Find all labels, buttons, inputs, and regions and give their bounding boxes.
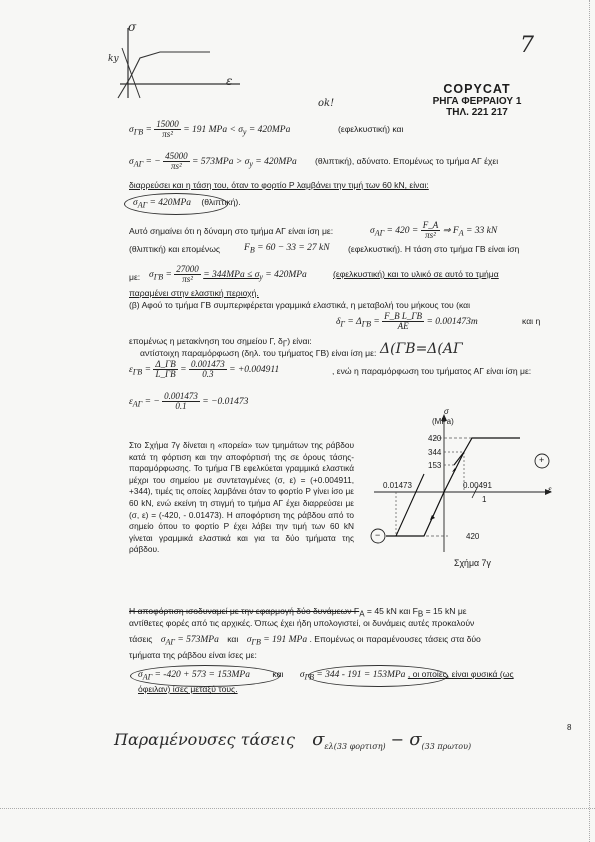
hand-delta-note: Δ(ΓΒ=Δ(ΑΓ [380,341,463,357]
line-b: (β) Αφού το τμήμα ΓΒ συμπεριφέρεται γραμμικά ελαστικά, η μεταβολή του μήκους του (και [129,300,471,310]
equation-10: $\sigma_{A\Gamma} = -420 + 573 = 153MPa$ και $\sigma_{\Gamma B} = 344 - 191 = 153MPa$ , οι οποίες, είναι φυσικά (ως [138,669,514,682]
fig-yunit: (MPa) [432,417,454,426]
scan-edge-right [589,0,591,842]
equation-3: $\sigma_{A\Gamma} = 420$ = $\frac{F\_A}{\text{πs²}}$ ⇒ $F_A = 33$ kN [370,220,498,240]
fig-label-one: 1 [482,495,487,504]
hand-sigma: σ [128,20,137,34]
hand-ky: ky [108,54,119,64]
sketch-line [122,48,140,98]
fig-label-153: 153 [428,461,442,470]
hand-ok: ok! [318,98,335,109]
line-diarreusei: διαρρεύσει και η τάση του, όταν το φορτίο P λαμβάνει την τιμή των 60 kN, είναι: [129,180,429,190]
hand-bottom-note: Παραμένουσες τάσεις $\sigma_{\varepsilon\lambda(33 \varphi o\rho\tau\iota\sigma\eta)} - \sigma_{(33 \pi\rho\omega\tau o\upsilon)}$ [114,729,472,752]
para-apoforti-2: αντίθετες φορές από τις αρχικές. Όπως έχει ήδη υπολογιστεί, οι δυνάμεις αυτές προκαλούν [129,618,475,628]
hand-epsilon: ε [226,74,233,88]
page-number: 8 [567,723,572,732]
fig-compression-path [386,492,444,536]
line-metakinisi: επομένως η μετακίνηση του σημείου Γ, $\delta_\Gamma$) είναι: [129,336,312,349]
equation-9: τάσεις $\sigma_{A\Gamma} = 573MPa$ και $\sigma_{\Gamma B} = 191$ MPa . Επομένως οι παραμένουσες τάσεις στα δύο [129,634,481,647]
copycat-stamp [412,82,542,118]
equation-7: $\varepsilon_{\Gamma B}$ = $\frac{\Delta\_\Gamma B}{L\_\Gamma B}$ = $\frac{0.001473}{0.3}$ = +0.004911 [129,359,280,379]
eq2-note: (θλιπτική), αδύνατο. Επομένως το τμήμα ΑΓ έχει [315,156,499,166]
fig-label-344: 344 [428,448,442,457]
fig-label-420: 420 [428,434,442,443]
handwritten-sketch [100,18,260,103]
stamp-line-3: ΤΗΛ. 221 217 [446,107,508,118]
boxed-result-1: $\sigma_{A\Gamma} = 420MPa$ (θλιπτική). [133,197,241,210]
equation-8: $\varepsilon_{A\Gamma}$ = − $\frac{0.001473}{0.1}$ = −0.01473 [129,391,249,411]
line-antistoixi: αντίστοιχη παραμόρφωση (δηλ. του τμήματος ΓΒ) είναι ίση με: [140,348,377,358]
eq1-note: (εφελκυστική) και [338,124,404,134]
eq4-note: (εφελκυστική). Η τάση στο τμήμα ΓΒ είναι ίση [348,244,520,254]
stamp-line-1: COPYCAT [443,82,511,96]
fig-label-neg420: 420 [466,532,480,541]
line-thliptiki: (θλιπτική) και επομένως [129,244,221,254]
line-tmimata: τμήματα της ράβδου είναι ίσες με: [129,650,257,660]
stamp-line-2: ΡΗΓΑ ΦΕΡΡΑΙΟΥ 1 [432,96,522,107]
fig-label-minus: − [375,530,381,540]
fig-label-xneg: 0.01473 [383,481,412,490]
para-sxima: Στο Σχήμα 7γ δίνεται η «πορεία» των τμημάτων της ράβδου κατά τη φόρτιση και την αποφόρτισή της σε όρους τάσης-παραμόρφωσης. Το τμήμα ΓΒ εφελκύεται γραμμικά ελαστικά μέχρι του σημείου με συντεταγμένες (σ, ε) = (+0.004911, +344), τιμές τις οποίες λαμβάνει όταν το φορτίο P γίνει ίσο με 60 kN, ενώ εκείνη τη στιγμή το τμήμα ΑΓ έχει διαρρεύσει με (σ, ε) = (-420, - 0.01473). Η αποφόρτιση της ράβδου από το σημείο όπου το φορτίο P έχει λάβει την τιμή των 60 kN γίνεται γραμμικά ελαστικά και για τα δύο τμήματα της ράβδου. [129,440,354,555]
para-dynami: Αυτό σημαίνει ότι η δύναμη στο τμήμα ΑΓ είναι ίση με: [129,226,334,236]
fig-arrow-2 [430,515,435,520]
eq7-note: , ενώ η παραμόρφωση του τμήματος ΑΓ είναι ίση με: [332,366,532,376]
fig-ylabel: σ [444,407,449,416]
equation-5: $\sigma_{\Gamma B}$ = $\frac{27000}{\text{πs²}}$ = $344MPa \le \sigma_y = 420MPa$ [149,264,307,284]
line-ofeilan: όφειλαν) ίσες μεταξύ τους. [138,684,238,694]
eq6-after: και η [522,316,541,326]
fig-xlabel: ε [548,485,552,494]
equation-1: $\sigma_{\Gamma B}$ = $\frac{15000}{\text{πs²}}$ = 191 MPa < $\sigma_y = 420MPa$ [129,119,291,139]
fig-caption: Σχήμα 7γ [454,558,491,568]
fig-label-plus: + [539,455,545,465]
fig-label-xpos: 0.00491 [463,481,492,490]
para-apoforti-1: Η αποφόρτιση ισοδυναμεί με την εφαρμογή δύο δυνάμεων $F_A = 45$ kN και $F_B = 15$ kN με [129,606,467,619]
equation-2: $\sigma_{A\Gamma}$ = − $\frac{45000}{\text{πs²}}$ = $573MPa > \sigma_y = 420MPa$ [129,151,297,171]
eq5-note: (εφελκυστική) και το υλικό σε αυτό το τμήμα [333,269,499,279]
scan-edge-bottom [0,808,595,810]
eq5-pre: με: [129,272,141,282]
equation-6: $\delta_\Gamma = \Delta_{\Gamma B}$ = $\frac{\text{F\_B L\_ΓΒ}}{AE}$ = 0.001473m [336,311,478,331]
line-paramenei: παραμένει στην ελαστική περιοχή. [129,288,259,298]
equation-4: $F_B = 60 - 33 = 27$ kN [244,243,330,255]
hand-page-mark: 7 [520,33,534,58]
